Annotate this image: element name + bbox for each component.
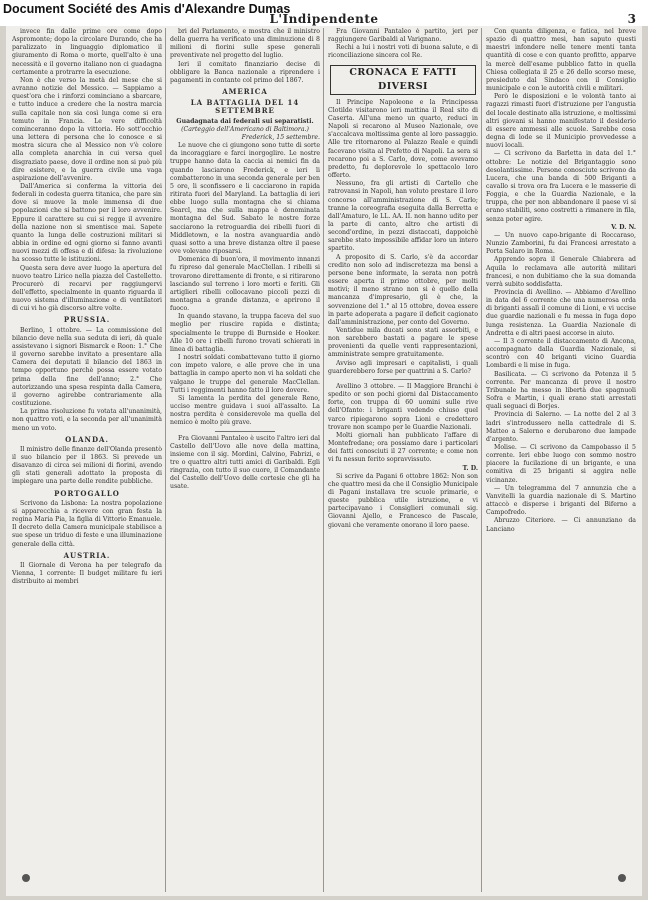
- column-rule: [323, 28, 324, 892]
- paragraph: Molti giornali han pubblicato l'affare di Montefredane; ora possiamo dare i particolari dei fatti conosciuti il 27 corrente; e come non vi fu nessun ferito sopravvissuto.: [328, 431, 478, 464]
- section-banner: CRONACA E FATTI DIVERSI: [330, 65, 476, 95]
- column-rule: [165, 28, 166, 892]
- paragraph: Con quanta diligenza, e fatica, nel breve spazio di quattro mesi, han saputo questi maestri infondere nelle tenere menti tanta quantità di cose e con quanto profitto, apparve la mercè dell'esame pubblico fatto in quella Chiesa collegiata il 25 e 26 dello scorso mese, presieduto dal Sindaco con il Consiglio municipale e con le autorità civili e militari.: [486, 28, 636, 93]
- paragraph: Berlino, 1 ottobre. — La commissione del bilancio deve nella sua seduta di ieri, dà quale assistevano i signori Bismarck e Roon: 1.° Che il governo sarebbe invitato a presentare alla Camera dei deputati il bilancio del 1863 in tempo opportuno perchè possa essere votato prima della fine dell'anno; 2.° Che autorizzando una spesa respinta dalla Camera, il governo agirebbe contrariamente alla costituzione.: [12, 326, 162, 408]
- column-4: [486, 28, 636, 892]
- masthead: L'Indipendente: [269, 12, 379, 26]
- paragraph: Nessuno, fra gli artisti di Cartello che ratrovansi in Napoli, han voluto prestare il loro concorso all'amministrazione di S. Carlo; tranne la coreografia eseguita dalla Berretta e dall'Amaturo, le LL. AA. II. non hanno udito per la parte di canto, altro che artisti di second'ordine, in pezzi distaccati, dappoichè sarebbe stato impossibile affidar loro un intero spartito.: [328, 180, 478, 253]
- signature: T. D.: [462, 464, 478, 472]
- dateline: Frederick, 15 settembre.: [241, 133, 320, 141]
- binding-hole: [22, 874, 30, 882]
- paragraph: invece fin dalle prime ore come dopo Aspromonte; dopo la circolare Durando, che ha paralizzato in linguaggio diplomatico il giuramento di Roma o morte, quell'alto è una necessità e il governo italiano non ci guadagna certamente a protrarre la esecuzione.: [12, 28, 162, 76]
- newspaper-page: [6, 12, 642, 896]
- paragraph: A proposito di S. Carlo, s'è da accordar credito non solo ad indiscretezza ma bensì a persone bene informate, la serata non potrà essere aperta il primo ottobre, per molti motivi; il meno strano non si è quello della mancanza d'impresario, gli è che, la sovvenzione del 1.° al 15 ottobre, dovea essere in parte adoperata a pagare il deficit cagionato dall'amministrazione, per conto del Governo.: [328, 253, 478, 326]
- paragraph: Questa sera deve aver luogo la apertura del nuovo teatro Lirico nella piazza del Castelletto. Procurerò di recarvi per raggiungervi dell'effetto, specialmente in quanto riguarda il nuovo sistema d'illuminazione e di ventilatori di cui vi ho già discorso altre volte.: [12, 264, 162, 313]
- paragraph: Avellino 3 ottobre. — Il Maggiore Branchi è spedito or son pochi giorni dal Distaccamento forte, con truppa di 60 uomini sulle rive dell'Ofanto: i briganti vedendo chiuso quel varco ripiegarono sopra Lioni e credettero trovare non scampo per le Guardie Nazionali.: [328, 382, 478, 431]
- paragraph: Il Giornale di Verona ha per telegrafo da Vienna, 1 corrente: Il budget militare fu ieri distribuito ai membri: [12, 561, 162, 586]
- section-heading: OLANDA.: [65, 434, 109, 444]
- paragraph: Avviso agli impresari e capitalisti, i quali guarderebbero forse per quattrini a S. Carlo?: [328, 359, 478, 375]
- page-number: 3: [627, 12, 636, 26]
- article-source: (Carteggio dell'Americano di Baltimora.): [181, 125, 309, 133]
- paragraph: Si lamenta la perdita del generale Reno, ucciso mentre guidava i suoi all'assalto. La nostra perdita è considerevole ma quella del nemico è molto più grave.: [170, 394, 320, 427]
- watermark: Document Société des Amis d'Alexandre Dumas: [3, 2, 291, 16]
- column-2: [170, 28, 320, 892]
- paragraph: Le nuove che ci giungono sono tutte di sorte da incoraggiare e farci inorgoglire. Le nostre truppe hanno data la caccia ai nemici fin da quando lasciarono Frederick, e ieri li combatterono in una seconda generale per ben 5 ore, li sconfissero e li cacciarono in rapida ritirata fuori del Maryland. La battaglia di ieri ebbe luogo sulla montagna che si chiama Searcl, ma che sulla mappa è denominata montagna del Sud. Sabato le nostre forze sacciarono la retroguardia dei ribelli fuori di Middletown, e la nostra avanguardia andò quasi sotto a una breve distanza oltre il paese ove volevano riposarsi.: [170, 142, 320, 256]
- paragraph: Apprendo sopra il Generale Chiabrera ad Aquila lo reclamava alle autorità militari francesi, e non dubitiamo che la sua domanda verrà subito soddisfatta.: [486, 256, 636, 288]
- section-heading: PRUSSIA.: [63, 315, 111, 325]
- section-heading: AUSTRIA.: [63, 550, 111, 560]
- paragraph: Ieri il comitato finanziario decise di obbligare la Banca nazionale a riprendere i pagamenti in contante col primo del 1867.: [170, 60, 320, 84]
- paragraph: bri del Parlamento, e mostra che il ministro della guerra ha verificato una diminuzione di 8 milioni di fiorini sulle spese generali preventivate nel progetto del luglio.: [170, 28, 320, 60]
- paragraph: Però le disposizioni e le volontà tanto ai ragazzi rimasti fuori d'istruzione per l'angustia del locale destinato alla istruzione, e moltissimi altri giovani si hanno manifestato il desiderio di essere ammessi alle scuole. Sarebbe cosa degna di lode se il Municipio provvedesse a nuovi locali.: [486, 93, 636, 150]
- paragraph: Rechi a lui i nostri voti di buona salute, e di riconciliazione sincera col Re.: [328, 44, 478, 60]
- paragraph: — Ci scrivono da Barletta in data del 1.° ottobre: Le notizie del Brigantaggio sono desolantissime. Persone conosciute scrivono da Lucera, che una banda di 500 Briganti a cavallo si trova ora fra Lucera e le masserie di Foggia, e che la Guardia Nazionale, e la truppa, che per non abbandonare il paese vi si erano stabiliti, sono costretti a rimanere in fila, senza poter agire.: [486, 150, 636, 223]
- paragraph: — Un nuovo capo-brigante di Roccaraso, Nunzio Zamborini, fu dai Francesi arrestato a Porta Salaro in Roma.: [486, 231, 636, 256]
- paragraph: Il Principe Napoleone e la Principessa Clotilde visitarono ieri mattina il Real sito di Caserta. All'una meno un quarto, reduci in Napoli si recarono al Museo Nazionale, ove s'accalcava moltissima gente al loro passaggio. Alle tre ritornarono al Palazzo Reale e quindi facevano visita al Prefetto di Napoli. La sera si recarono poi a S. Carlo, dove, come avevamo predetto, fu deplorevole lo spettacolo loro offerto.: [328, 98, 478, 180]
- paragraph: Scrivono da Lisbona: La nostra popolazione si apparecchia a ricevere con gran festa la regina Maria Pia, la figlia di Vittorio Emanuele. Il decreto della Camera municipale stabilisce a sue spese un triduo di feste e una illuminazione generale della città.: [12, 499, 162, 548]
- article-subtitle: Guadagnata dai federali sui separatisti.: [176, 117, 314, 125]
- paragraph: — Un telegramma del 7 annunzia che a Vanvitelli la guardia nazionale di S. Martino attaccò e disperse i briganti del Biferno a Campofredo.: [486, 484, 636, 517]
- paragraph: Basilicata. — Ci scrivono da Potenza il 5 corrente. Per mancanza di prove il nostro Tribunale ha messo in libertà due spagnuoli Sofra e Martin, i quali erano stati arrestati quali seguaci di Borjes.: [486, 370, 636, 411]
- paragraph: Fra Giovanni Pantaleo è partito, jeri per raggiungere Garibaldi al Varignano.: [328, 28, 478, 44]
- section-heading: PORTOGALLO: [54, 488, 120, 498]
- paragraph: Fra Giovanni Pantaleo è uscito l'altro ieri dal Castello dell'Uovo alle nove della mattina, insieme con il sig. Mordini, Calvino, Fabrizi, e tre o quattro altri tutti amici di Garibaldi. Egli ringrazia, con tutto il suo cuore, il Comandante del Castello dell'Uovo delle cortesie che gli ha usate.: [170, 434, 320, 491]
- paragraph: Ventidue mila ducati sono stati assorbiti, e non sarebbero bastati a pagare le spese provenienti da quelle venti rappresentazioni, amministrate sempre gratuitamente.: [328, 327, 478, 359]
- paragraph: Dall'America si conferma la vittoria dei federali in codesta guerra titanica, che pare sin dove si muove la mole immensa di due popolazioni che si battono per il loro avvenire. Eppure il carattere su cui si regge il avvenire della nazione non si smentisce mai. Sapete quanto la lunga delle costruzioni militari si abbia in ordine ed ogni giorno si fanno avanti nuovi mezzi di offesa e di difesa: la rivoluzione ha scosso tutte le istituzioni.: [12, 182, 162, 264]
- column-1: [12, 28, 162, 892]
- column-3: [328, 28, 478, 892]
- section-heading: AMERICA: [222, 87, 268, 97]
- paragraph: La prima risoluzione fu votata all'unanimità, non quattro voti, e la seconda per all'unanimità meno un voto.: [12, 408, 162, 432]
- divider: [215, 431, 275, 432]
- paragraph: I nostri soldati combattevano tutto il giorno con impeto valore, e alle prove che in una battaglia in campo aperto non vi ha soldati che valgano le truppe del generale MacClellan. Tutti i reggimenti hanno fatto il loro dovere.: [170, 354, 320, 394]
- paragraph: Provincia di Salerno. — La notte del 2 al 3 ladri s'introdussero nella cattedrale di S. Matteo a Salerno e derubarono due lampade d'argento.: [486, 411, 636, 443]
- signature: V. D. N.: [611, 223, 636, 231]
- divider: [373, 379, 433, 380]
- paragraph: Provincia di Avellino. — Abbiamo d'Avellino in data del 6 corrente che una numerosa orda di briganti assalì il comune di Lioni, e vi uccise due guardie nazionali e fu messa in fuga dopo lunga resistenza. La Guardia Nazionale di Andretta e di altri paesi accorse in aiuto.: [486, 289, 636, 337]
- paragraph: Abruzzo Citeriore. — Ci annunziano da Lanciano: [486, 517, 636, 533]
- article-title: LA BATTAGLIA DEL 14 SETTEMBRE: [190, 98, 300, 116]
- paragraph: In quando stavano, la truppa faceva del suo meglio per riuscire rapida e distinta; specialmente le truppe di Burnside e Hooker. Alle 10 ore i ribelli furono trovati schierati in linea di battaglia.: [170, 313, 320, 353]
- paragraph: Non è che verso la metà del mese che si avranno notizie del Messico. — Sappiamo a quest'ora che i rinforzi cominciano a sbarcare, e tutto induce a credere che la nostra marcia sulla capitale non sia così lunga come si era temuto in Francia. Le vere difficoltà cominceranno dopo la vittoria. Ho sott'occhio una lettera di persona che lo conosce e si mostra sicura che al Messico non v'è colore alla completa anarchia in cui versa quel disgraziato paese, dove il ordine non si può più dire esistere, e la guerra civile una vaga aspirazione dell'avvenire.: [12, 76, 162, 182]
- paragraph: Molise. — Ci scrivono da Campobasso il 5 corrente. Ieri ebbe luogo con sommo nostro piacere la fucilazione di un brigante, e una comitiva di 25 briganti si aggira nelle vicinanze.: [486, 443, 636, 484]
- paragraph: Si scrive da Pagani 6 ottobre 1862: Non son che quattro mesi da che il Consiglio Municipale di Pagani installava tre scuole primarie, e queste pubblica utile istruzione, e vi partecipavano i Consiglieri comunali sig. Giovanni Ajello, e Francesco de Pascale, giovani che veramente onorano il loro paese.: [328, 472, 478, 529]
- binding-hole: [618, 874, 626, 882]
- paragraph: Domenica di buon'ora, il movimento innanzi fu ripreso dal generale MacClellan. I ribelli si trovarono direttamente di fronte, e si ritirarono lasciando sul terreno i loro morti e feriti. Gli artiglieri ribelli collocavano piccoli pezzi di montagna a grande distanza, e aprirono il fuoco.: [170, 256, 320, 313]
- column-rule: [481, 28, 482, 892]
- paragraph: — Il 3 corrente il distaccamento di Ancona, accompagnato dalla Guardia Nazionale, si scontrò con 40 briganti vicino Guardia Lombardi e li mise in fuga.: [486, 337, 636, 370]
- paragraph: Il ministro delle finanze dell'Olanda presentò il suo bilancio per il 1863. Si prevede un disavanzo di circa sei milioni di fiorini, avendo gli stati generali adottato la proposta di impiegare una parte delle rendite pubbliche.: [12, 445, 162, 486]
